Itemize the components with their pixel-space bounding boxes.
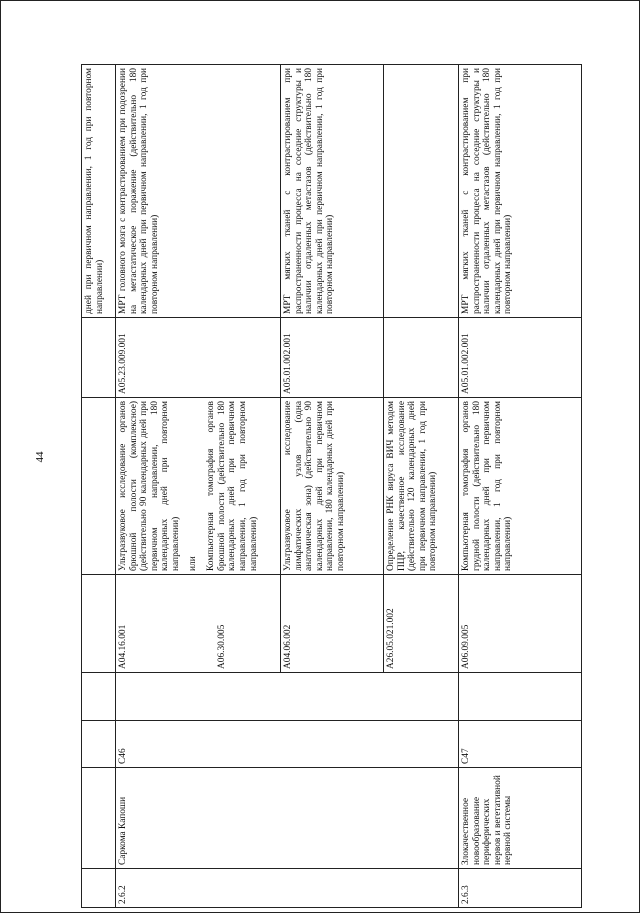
cell-service-text <box>116 398 281 575</box>
cell-cont-text: МРТ мягких тканей с контрастированием при распространенности процесса на соседние структуры и наличии отдаленных метастазов (действительно 180 календарных дней при первичном направлении, 1 год при повторном направлении) <box>459 65 582 318</box>
cell-name: Саркома Капоши <box>116 768 459 869</box>
cell-num: 2.6.2 <box>116 869 459 908</box>
cell-service-text: Компьютерная томография органов грудной полости (действительно 180 календарных дней при первичном направлении, 1 год при повторном направлении) <box>459 398 582 575</box>
cell-service-text <box>82 398 116 575</box>
spacer <box>129 578 217 669</box>
cell-service-code: A26.05.021.002 <box>384 575 459 673</box>
cell-name <box>82 768 116 869</box>
document-table <box>81 64 582 908</box>
or-text: или <box>187 556 198 571</box>
cell-service-code: A04.06.002 <box>281 575 384 673</box>
rotated-table <box>81 65 514 908</box>
cell-code <box>82 721 116 768</box>
cell-empty <box>459 673 582 721</box>
cell-cont-text <box>384 65 459 318</box>
cell-num: 2.6.3 <box>459 869 582 908</box>
service-code: A06.30.005 <box>216 624 227 669</box>
table-row-continuation <box>82 65 116 908</box>
cell-service-code <box>82 575 116 673</box>
cell-cont-code: A05.01.002.001 <box>281 318 384 398</box>
service-text: Ультразвуковое исследование органов брюшной полости (комплексное) (действительно 90 календарных дней при первичном направлении, 180 календарных дней при повторном направлении) <box>118 401 181 571</box>
cell-num <box>82 869 116 908</box>
cell-code: С47 <box>459 721 582 768</box>
cell-name: Злокачественное новообразование периферических нервов и вегетативной нервной системы <box>459 768 582 869</box>
cell-cont-code <box>82 318 116 398</box>
service-code: A04.16.001 <box>118 624 128 669</box>
cell-cont-text: МРТ головного мозга с контрастированием при подозрении на метастатическое поражение (действительно 180 календарных дней при первичном направлении, 1 год при повторном направлении) <box>116 65 281 318</box>
table-row <box>116 65 281 908</box>
cell-cont-code: A05.23.009.001 <box>116 318 281 398</box>
cell-code: С46 <box>116 721 459 768</box>
rotated-table-wrapper <box>81 65 514 908</box>
cell-cont-code: A05.01.002.001 <box>459 318 582 398</box>
cell-service-code <box>116 575 281 673</box>
page-number: 44 <box>34 451 46 463</box>
cell-empty <box>116 673 459 721</box>
cell-cont-text: МРТ мягких тканей с контрастированием при распространенности процесса на соседние структуры и наличии отдаленных метастазов (действительно 180 календарных дней при первичном направлении, 1 год при повторном направлении) <box>281 65 384 318</box>
cell-cont-code <box>384 318 459 398</box>
cell-service-text: Определение РНК вируса ВИЧ методом ПЦР, качественное исследование (действительно 120 календарных дней при первичном направлении, 1 год при повторном направлении) <box>384 398 459 575</box>
table-row <box>459 65 582 908</box>
cell-service-code: A06.09.005 <box>459 575 582 673</box>
cell-cont-text: дней при первичном направлении, 1 год при повторном направлении) <box>82 65 116 318</box>
cell-empty <box>82 673 116 721</box>
service-text: Компьютерная томография органов брюшной полости (действительно 180 календарных дней при первичном направлении, 1 год при повторном направлении) <box>206 401 259 571</box>
cell-service-text: Ультразвуковое исследование лимфатических узлов (одна анатомическая зона) (действительно 90 календарных дней при первичном направлении, 180 календарных дней при повторном направлении) <box>281 398 384 575</box>
